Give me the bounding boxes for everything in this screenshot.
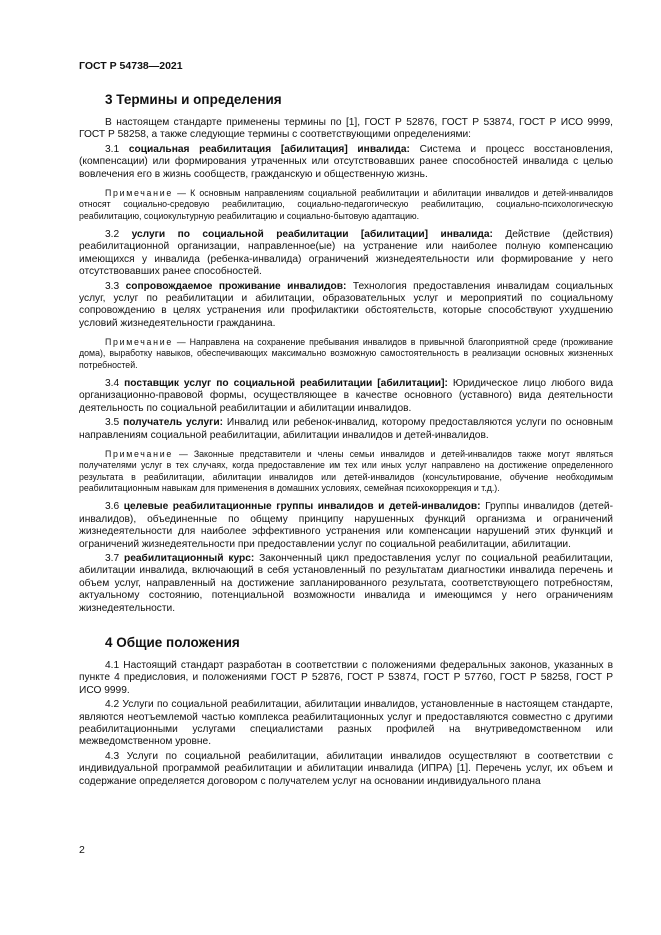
term-name: сопровождаемое проживание инвалидов: bbox=[125, 280, 347, 292]
term-number: 3.3 bbox=[105, 280, 126, 292]
note-text: — К основным направлениям социальной реабилитации и абилитации инвалидов и детей-инвалидов относят социально-средовую реабилитацию, социально-педагогическую реабилитацию, социально-психологическую реабилитацию, социокультурную реабилитацию и социально-бытовую адаптацию. bbox=[79, 188, 613, 221]
paragraph-4-2: 4.2 Услуги по социальной реабилитации, абилитации инвалидов, установленные в настоящем стандарте, являются неотъемлемой частью комплекса реабилитационных услуг и предоставляются совместно с другими реабилитационными услугами специалистами разных профилей на внутриведомственном или межведомственном уровне. bbox=[79, 699, 613, 748]
note-3-5 bbox=[79, 449, 613, 494]
term-number: 3.4 bbox=[105, 378, 125, 390]
term-number: 3.1 bbox=[105, 143, 129, 155]
section-4-title: 4 Общие положения bbox=[105, 634, 240, 650]
term-definition: Группы инвалидов (детей-инвалидов), объединенные по общему принципу нарушенных функций организма и ограничений жизнедеятельности для наиболее эффективного устранения или компенсации нарушений этих функций и ограничений жизнедеятельности при предоставлении услуг по социальной реабилитации, абилитации. bbox=[79, 501, 613, 550]
term-name: целевые реабилитационные группы инвалидов и детей-инвалидов: bbox=[123, 501, 481, 513]
term-definition: Юридическое лицо любого вида организационно-правовой формы, осуществляющее в качестве основного (уставного) вида деятельности деятельность по социальной реабилитации и абилитации инвалидов. bbox=[79, 378, 614, 414]
note-label: Примечание bbox=[105, 449, 173, 460]
paragraph-4-3: 4.3 Услуги по социальной реабилитации, абилитации инвалидов осуществляют в соответствии с индивидуальной программой реабилитации и абилитации инвалида (ИПРА) [1]. Перечень услуг, их объем и содержание определяется договором с получателем услуг на основании индивидуального плана bbox=[79, 750, 613, 787]
term-3-2 bbox=[79, 229, 613, 279]
section-4 bbox=[79, 635, 613, 788]
note-label: Примечание bbox=[105, 337, 173, 348]
term-3-5 bbox=[79, 417, 613, 442]
note-label: Примечание bbox=[105, 188, 173, 199]
term-3-6 bbox=[79, 501, 613, 551]
term-name: реабилитационный курс: bbox=[124, 552, 255, 564]
document-header: ГОСТ Р 54738—2021 bbox=[79, 60, 183, 72]
note-text: — Направлена на сохранение пребывания инвалидов в привычной благоприятной среде (проживание дома), выработку навыков, обеспечивающих максимально возможную самостоятельность в реализации основных жизненных потребностей. bbox=[79, 337, 613, 370]
term-name: получатель услуги: bbox=[123, 417, 224, 429]
term-3-3 bbox=[79, 281, 613, 331]
paragraph-4-1: 4.1 Настоящий стандарт разработан в соответствии с положениями федеральных законов, указанных в пункте 4 предисловия, и положениями ГОСТ Р 52876, ГОСТ Р 53874, ГОСТ Р 57760, ГОСТ Р 58258, ГОСТ Р ИСО 9999. bbox=[79, 659, 613, 696]
term-definition: Технология предоставления инвалидам социальных услуг, услуг по реабилитации и абилитации, образовательных услуг и мероприятий по социальному сопровождению в целях устранения или профилактики обстоятельств, которые способствуют ухудшению условий жизнедеятельности гражданина. bbox=[79, 280, 613, 329]
section-3-title: 3 Термины и определения bbox=[105, 92, 282, 107]
note-text: — Законные представители и члены семьи инвалидов и детей-инвалидов также могут являться получателями услуг в тех случаях, когда предоставление им тех или иных услуг направлено на достижение определенного результата в реабилитации, абилитации инвалидов или детей-инвалидов (консультирование, обучение необходимым реабилитационным навыкам для применения в домашних условиях, семейная психокоррекция и т.д.). bbox=[79, 449, 613, 493]
term-3-1 bbox=[79, 144, 613, 181]
term-name: социальная реабилитация [абилитация] инвалида: bbox=[128, 143, 410, 155]
term-definition: Законченный цикл предоставления услуг по социальной реабилитации, абилитации инвалида, включающий в себя установленный по результатам диагностики инвалида перечень и объем услуг, направленный на достижение запланированного результата, соответствующего потребностям, актуальному состоянию, потенциальной возможности инвалида и имеющимся у него ограничениям жизнедеятельности. bbox=[79, 552, 613, 614]
term-definition: Инвалид или ребенок-инвалид, которому предоставляются услуги по основным направлениям социальной реабилитации, абилитации инвалидов и детей-инвалидов. bbox=[79, 417, 614, 441]
term-number: 3.6 bbox=[105, 501, 124, 513]
page-number: 2 bbox=[79, 844, 85, 856]
term-number: 3.7 bbox=[105, 552, 124, 564]
note-3-1 bbox=[79, 188, 613, 222]
note-3-3 bbox=[79, 337, 613, 371]
term-definition: Система и процесс восстановления, (компенсации) или формирования утраченных или отсутствовавших ранее способностей инвалида с целью вовлечения его в жизнь сообществ, гражданскую и общественную жизнь. bbox=[79, 143, 613, 180]
section-3-intro: В настоящем стандарте применены термины по [1], ГОСТ Р 52876, ГОСТ Р 53874, ГОСТ Р ИСО 9999, ГОСТ Р 58258, а также следующие термины с соответствующими определениями: bbox=[79, 117, 613, 141]
term-number: 3.5 bbox=[105, 417, 124, 429]
term-3-4 bbox=[79, 378, 613, 415]
term-name: поставщик услуг по социальной реабилитации [абилитации]: bbox=[124, 378, 448, 390]
page-content bbox=[79, 92, 613, 788]
term-number: 3.2 bbox=[105, 228, 132, 240]
term-name: услуги по социальной реабилитации [абилитации] инвалида: bbox=[131, 228, 493, 240]
term-3-7 bbox=[79, 553, 613, 615]
term-definition: Действие (действия) реабилитационной организации, направленное(ые) на устранение или наиболее полную компенсацию имеющихся у инвалида (ребенка-инвалида) ограничений жизнедеятельности или формирование у него отсутствовавших ранее способностей. bbox=[79, 228, 614, 278]
